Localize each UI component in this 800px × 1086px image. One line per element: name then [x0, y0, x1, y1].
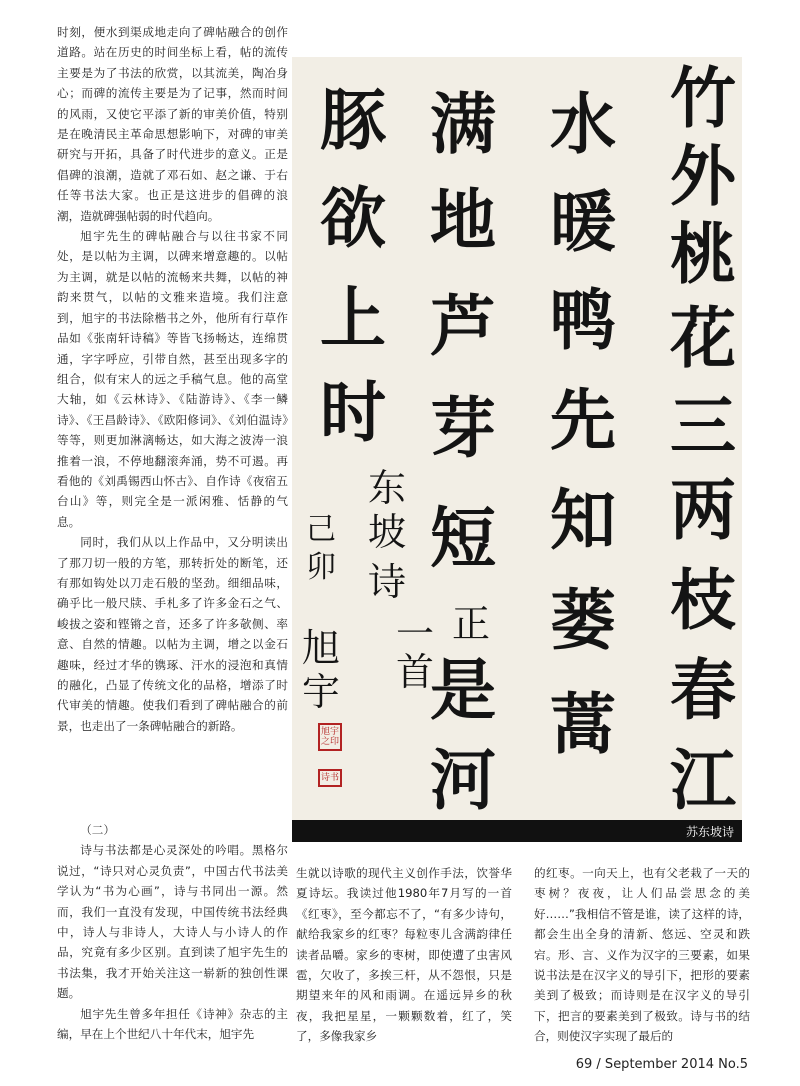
inscription-glyph: 坡 — [368, 510, 407, 554]
glyph: 桃 — [670, 215, 736, 293]
artwork-caption: 苏东坡诗 — [685, 825, 734, 839]
page-footer: 69 / September 2014 No.5 — [575, 1057, 748, 1072]
paragraph: 诗与书法都是心灵深处的吟唱。黑格尔说过，“诗只对心灵负责”，中国古代书法美学认为“书为心画”，诗与书同出一源。然而，我们一直没有发现，中国传统书法经典中，诗人与非诗人，大诗人与小诗人的作品，究竟有多少区别。直到读了旭宇先生的书法集，我才开始关注这一崭新的独创性课题。 — [57, 843, 288, 1001]
glyph: 三 — [670, 387, 736, 465]
glyph: 蒿 — [550, 685, 616, 763]
glyph: 地 — [430, 181, 496, 259]
paragraph: 旭宇先生曾多年担任《诗神》杂志的主编，早在上个世纪八十年代末，旭宇先 — [57, 1006, 288, 1042]
glyph: 水 — [550, 85, 616, 163]
glyph: 鸭 — [550, 281, 616, 359]
article-column-left-lower — [57, 820, 288, 1044]
glyph: 春 — [670, 651, 736, 729]
seal-stamp: 诗书 — [318, 769, 342, 787]
calligraphy-artwork — [292, 57, 742, 842]
signature-glyph: 己 — [306, 512, 336, 547]
glyph: 两 — [670, 471, 736, 549]
article-column-left — [57, 22, 288, 736]
signature-glyph: 旭 — [302, 626, 341, 670]
paragraph: 同时，我们从以上作品中，又分明读出了那刀切一般的方笔，那转折处的断笔，还有那如钩处以刀走石般的坚劲。细细品味，确乎比一般尺牍、手札多了许多金石之气、峻拔之姿和铿锵之音，还多了许多欹侧、率意、自然的情趣。以帖为主调，增之以金石趣味，经过才华的镌琢、汗水的浸泡和真情的融化，凸显了传统文化的品格，增添了时代审美的情趣。使我们看到了碑帖融合的前景，也走出了一条碑帖融合的新路。 — [57, 535, 288, 733]
caption-bar — [292, 820, 742, 842]
paragraph: 旭宇先生的碑帖融合与以往书家不同处，是以帖为主调，以碑来增意趣的。以帖为主调，就是以帖的流畅来共舞，以帖的神韵来贯气，以帖的文雅来造境。我们注意到，旭宇的书法除楷书之外，他所有行草作品如《张南轩诗稿》等皆飞扬畅达，连绵贯通，字字呼应，引带自然，甚至出现多字的组合，似有宋人的远之手稿气息。他的高堂大轴，如《云林诗》、《陆游诗》、《李一鳞诗》、《王昌龄诗》、《欧阳修词》、《刘伯温诗》等等，则更加淋漓畅达，如大海之波涛一浪推着一浪，不停地翻滚奔涌，势不可遏。再看他的《刘禹锡西山怀古》、自作诗《夜宿五台山》等，则完全是一派闲雅、恬静的气息。 — [57, 229, 288, 529]
glyph: 竹 — [670, 59, 736, 137]
section-heading: （二） — [80, 823, 115, 837]
glyph: 枝 — [670, 561, 736, 639]
inscription-glyph: 一 — [396, 612, 435, 656]
glyph: 正 — [452, 602, 491, 646]
article-column-middle — [296, 863, 512, 1047]
glyph: 先 — [550, 381, 616, 459]
article-column-right — [534, 863, 750, 1047]
paragraph: 生就以诗歌的现代主义创作手法，饮誉华夏诗坛。我读过他1980年7月写的一首《红枣》，至今都忘不了，“有多少诗句，献给我家乡的红枣？每粒枣儿含满韵律任读者品嚼。家乡的枣树，即使遭了虫害风雹，欠收了，多挨三杆，从不怨恨，只是期望来年的风和雨调。在遥远异乡的秋夜，我把星星，一颗颗数着，红了，笑了，多像我家乡 — [296, 866, 512, 1044]
glyph: 时 — [320, 373, 386, 451]
inscription-glyph: 诗 — [368, 560, 407, 604]
signature-glyph: 宇 — [302, 670, 341, 714]
glyph: 知 — [550, 481, 616, 559]
inscription-glyph: 东 — [368, 466, 407, 510]
paragraph: 时刻，便水到渠成地走向了碑帖融合的创作道路。站在历史的时间坐标上看，帖的流传主要是为了书法的欣赏，以其流美，陶冶身心；而碑的流传主要是为了记事，然而时间的风雨，又使它平添了新的审美价值，特别是在晚清民主革命思想影响下，对碑的审美研究与开拓，具备了时代进步的意义。正是倡碑的浪潮，造就了邓石如、赵之谦、于右任等书法大家。也正是这进步的倡碑的浪潮，造就碑强帖弱的时代趋向。 — [57, 25, 288, 223]
seal-stamp: 旭宇之印 — [318, 723, 342, 751]
glyph: 短 — [430, 499, 496, 577]
glyph: 是 — [430, 651, 496, 729]
glyph: 上 — [320, 279, 386, 357]
glyph: 欲 — [320, 179, 386, 257]
glyph: 满 — [430, 85, 496, 163]
paragraph: 的红枣。一向天上，也有父老栽了一天的枣树？夜夜，让人们品尝思念的美好……”我相信不管是谁，读了这样的诗，都会生出全身的清新、悠远、空灵和跌宕。形、言、义作为汉字的三要素，如果说书法是在汉字义的导引下，把形的要素美到了极致；而诗则是在汉字义的导引下，把言的要素美到了极致。诗与书的结合，则使汉字实现了最后的 — [534, 866, 750, 1044]
glyph: 蒌 — [550, 581, 616, 659]
signature-glyph: 卯 — [306, 550, 336, 585]
glyph: 河 — [430, 741, 496, 819]
glyph: 江 — [670, 741, 736, 819]
inscription-glyph: 首 — [396, 650, 435, 694]
glyph: 外 — [670, 137, 736, 215]
glyph: 花 — [670, 299, 736, 377]
glyph: 豚 — [320, 81, 386, 159]
glyph: 芦 — [430, 287, 496, 365]
glyph: 暖 — [550, 183, 616, 261]
glyph: 芽 — [430, 389, 496, 467]
